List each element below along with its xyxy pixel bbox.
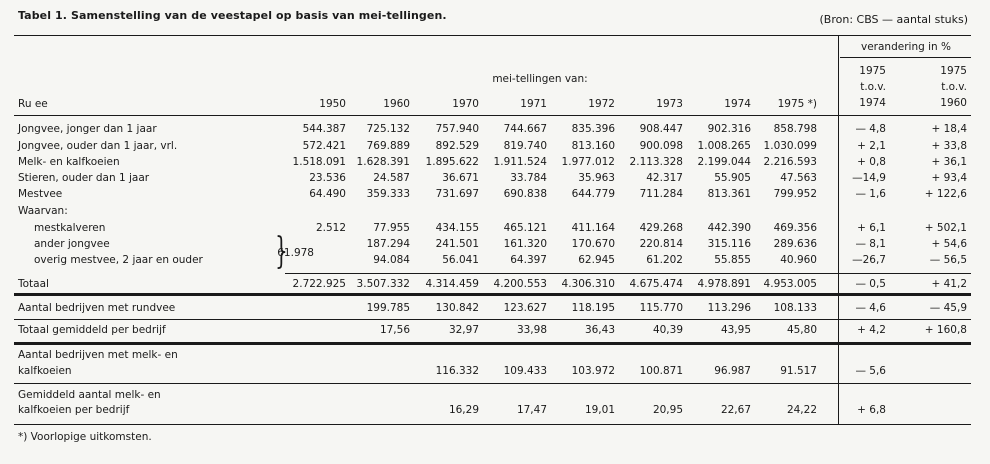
value-cell: 315.116 xyxy=(707,238,751,250)
value-cell: 118.195 xyxy=(571,302,615,314)
value-cell: 769.889 xyxy=(366,140,410,152)
change-1974-cell: — 0,5 xyxy=(855,278,886,290)
value-cell: 1.977.012 xyxy=(561,156,615,168)
change-1960-cell: + 33,8 xyxy=(931,140,967,152)
table-title: Tabel 1. Samenstelling van de veestapel op basis van mei-tellingen. xyxy=(18,9,447,22)
value-cell: 22,67 xyxy=(720,404,751,416)
change2-line2: t.o.v. xyxy=(941,81,967,93)
melk-rule xyxy=(14,383,971,384)
change-1974-cell: —14,9 xyxy=(852,172,886,184)
value-cell: 77.955 xyxy=(373,222,410,234)
value-cell: 62.945 xyxy=(578,254,615,266)
source-note: (Bron: CBS — aantal stuks) xyxy=(819,13,968,26)
change-rule xyxy=(840,57,971,58)
value-cell: 411.164 xyxy=(571,222,615,234)
value-cell: 103.972 xyxy=(571,365,615,377)
value-cell: 36,43 xyxy=(584,324,615,336)
value-cell: 47.563 xyxy=(780,172,817,184)
value-cell: 16,29 xyxy=(448,404,479,416)
row-label: Totaal xyxy=(18,278,49,290)
value-cell: 289.636 xyxy=(773,238,817,250)
value-cell: 33.784 xyxy=(510,172,547,184)
year-header: 1973 xyxy=(656,98,683,110)
value-cell: 100.871 xyxy=(639,365,683,377)
value-cell: 2.199.044 xyxy=(697,156,751,168)
value-cell: 220.814 xyxy=(639,238,683,250)
value-cell: 55.905 xyxy=(714,172,751,184)
value-cell: 1.518.091 xyxy=(292,156,346,168)
row-label: Stieren, ouder dan 1 jaar xyxy=(18,172,150,184)
value-cell: 799.952 xyxy=(773,188,817,200)
year-header: 1950 xyxy=(319,98,346,110)
value-cell: 900.098 xyxy=(639,140,683,152)
change-divider xyxy=(838,36,839,424)
change2-line3: 1960 xyxy=(940,97,967,109)
value-cell: 55.855 xyxy=(714,254,751,266)
value-cell: 130.842 xyxy=(435,302,479,314)
change-1960-cell: + 18,4 xyxy=(931,123,967,135)
row-label: kalfkoeien per bedrijf xyxy=(18,404,130,416)
value-cell: 835.396 xyxy=(571,123,615,135)
change-1960-cell: + 54,6 xyxy=(931,238,967,250)
change-1960-cell: + 122,6 xyxy=(924,188,967,200)
change-1960-cell: + 502,1 xyxy=(924,222,967,234)
change2-line1: 1975 xyxy=(940,65,967,77)
change-1974-cell: + 6,8 xyxy=(857,404,886,416)
change-1960-cell: + 93,4 xyxy=(931,172,967,184)
value-cell: 116.332 xyxy=(435,365,479,377)
bottom-rule xyxy=(14,424,971,425)
row-label: ander jongvee xyxy=(34,238,110,250)
value-cell: 442.390 xyxy=(707,222,751,234)
change-1974-cell: — 8,1 xyxy=(855,238,886,250)
row-label-header: Ru ee xyxy=(18,98,48,110)
value-cell: 36.671 xyxy=(442,172,479,184)
value-cell: 690.838 xyxy=(503,188,547,200)
value-cell: 24.587 xyxy=(373,172,410,184)
value-cell: 908.447 xyxy=(639,123,683,135)
row-label: Waarvan: xyxy=(18,205,68,217)
value-cell: 24,22 xyxy=(786,404,817,416)
value-cell: 744.667 xyxy=(503,123,547,135)
change-1974-cell: — 5,6 xyxy=(855,365,886,377)
value-cell: 858.798 xyxy=(773,123,817,135)
value-cell: 4.953.005 xyxy=(763,278,817,290)
value-cell: 64.397 xyxy=(510,254,547,266)
change-1974-cell: + 6,1 xyxy=(857,222,886,234)
row-label: kalfkoeien xyxy=(18,365,72,377)
bedrijven-rule xyxy=(14,319,971,320)
value-cell: 813.361 xyxy=(707,188,751,200)
value-cell: 731.697 xyxy=(435,188,479,200)
gemiddeld-rule xyxy=(14,342,971,345)
value-cell: 4.675.474 xyxy=(629,278,683,290)
group-label: mei-tellingen van: xyxy=(492,73,588,85)
value-cell: 109.433 xyxy=(503,365,547,377)
row-label: Jongvee, jonger dan 1 jaar xyxy=(18,123,157,135)
value-cell: 43,95 xyxy=(720,324,751,336)
change1-line1: 1975 xyxy=(859,65,886,77)
value-cell: 711.284 xyxy=(639,188,683,200)
value-cell: 64.490 xyxy=(309,188,346,200)
value-cell: 4.978.891 xyxy=(697,278,751,290)
change-1974-cell: + 0,8 xyxy=(857,156,886,168)
row-label: Gemiddeld aantal melk- en xyxy=(18,389,161,401)
value-cell: 469.356 xyxy=(773,222,817,234)
change-1960-cell: + 160,8 xyxy=(924,324,967,336)
value-cell: 572.421 xyxy=(302,140,346,152)
top-rule xyxy=(14,35,971,36)
value-cell: 91.517 xyxy=(780,365,817,377)
value-cell: 4.200.553 xyxy=(493,278,547,290)
change-1960-cell: — 56,5 xyxy=(929,254,967,266)
change-1974-cell: — 1,6 xyxy=(855,188,886,200)
value-cell: 187.294 xyxy=(366,238,410,250)
value-cell: 2.722.925 xyxy=(292,278,346,290)
change-label: verandering in % xyxy=(861,41,951,53)
change1-line2: t.o.v. xyxy=(860,81,886,93)
year-header: 1974 xyxy=(724,98,751,110)
row-label: Melk- en kalfkoeien xyxy=(18,156,120,168)
value-cell: 465.121 xyxy=(503,222,547,234)
value-cell: 3.507.332 xyxy=(356,278,410,290)
value-cell: 434.155 xyxy=(435,222,479,234)
value-cell: 644.779 xyxy=(571,188,615,200)
value-cell: 544.387 xyxy=(302,123,346,135)
value-cell: 241.501 xyxy=(435,238,479,250)
value-cell: 40.960 xyxy=(780,254,817,266)
row-label: mestkalveren xyxy=(34,222,106,234)
change-1974-cell: + 4,2 xyxy=(857,324,886,336)
value-cell: 20,95 xyxy=(652,404,683,416)
value-cell: 32,97 xyxy=(448,324,479,336)
value-cell: 108.133 xyxy=(773,302,817,314)
value-cell: 94.084 xyxy=(373,254,410,266)
row-label: Mestvee xyxy=(18,188,63,200)
value-cell: 1.008.265 xyxy=(697,140,751,152)
value-cell: 757.940 xyxy=(435,123,479,135)
value-cell: 819.740 xyxy=(503,140,547,152)
change-1974-cell: — 4,8 xyxy=(855,123,886,135)
value-cell: 17,47 xyxy=(516,404,547,416)
change-1974-cell: — 4,6 xyxy=(855,302,886,314)
value-cell: 96.987 xyxy=(714,365,751,377)
value-cell: 61.202 xyxy=(646,254,683,266)
group-brace: } xyxy=(275,231,288,272)
value-cell: 40,39 xyxy=(652,324,683,336)
value-cell: 1.628.391 xyxy=(356,156,410,168)
change1-line3: 1974 xyxy=(859,97,886,109)
footnote: *) Voorlopige uitkomsten. xyxy=(18,431,152,443)
value-cell: 45,80 xyxy=(786,324,817,336)
value-cell: 23.536 xyxy=(309,172,346,184)
value-cell: 429.268 xyxy=(639,222,683,234)
value-cell: 725.132 xyxy=(366,123,410,135)
change-1974-cell: —26,7 xyxy=(852,254,886,266)
value-cell: 902.316 xyxy=(707,123,751,135)
row-label: Aantal bedrijven met melk- en xyxy=(18,349,178,361)
row-label: overig mestvee, 2 jaar en ouder xyxy=(34,254,203,266)
value-cell: 2.512 xyxy=(315,222,346,234)
value-cell: 170.670 xyxy=(571,238,615,250)
value-cell: 161.320 xyxy=(503,238,547,250)
row-label: Aantal bedrijven met rundvee xyxy=(18,302,176,314)
value-cell: 115.770 xyxy=(639,302,683,314)
value-cell: 1.911.524 xyxy=(493,156,547,168)
value-cell: 892.529 xyxy=(435,140,479,152)
value-cell: 199.785 xyxy=(366,302,410,314)
value-cell: 42.317 xyxy=(646,172,683,184)
year-header: 1975 *) xyxy=(777,98,817,110)
year-header: 1960 xyxy=(383,98,410,110)
value-cell: 4.314.459 xyxy=(425,278,479,290)
value-cell: 1.895.622 xyxy=(425,156,479,168)
value-cell: 123.627 xyxy=(503,302,547,314)
value-cell: 17,56 xyxy=(379,324,410,336)
subtotal-rule xyxy=(285,273,971,274)
year-header: 1972 xyxy=(588,98,615,110)
totaal-rule xyxy=(14,293,971,296)
value-cell: 35.963 xyxy=(578,172,615,184)
value-cell: 4.306.310 xyxy=(561,278,615,290)
year-header: 1970 xyxy=(452,98,479,110)
value-cell: 19,01 xyxy=(584,404,615,416)
year-header: 1971 xyxy=(520,98,547,110)
value-cell: 359.333 xyxy=(366,188,410,200)
value-cell: 2.216.593 xyxy=(763,156,817,168)
row-label: Totaal gemiddeld per bedrijf xyxy=(18,324,166,336)
value-cell: 56.041 xyxy=(442,254,479,266)
change-1960-cell: + 41,2 xyxy=(931,278,967,290)
change-1974-cell: + 2,1 xyxy=(857,140,886,152)
value-cell: 33,98 xyxy=(516,324,547,336)
value-cell: 813.160 xyxy=(571,140,615,152)
header-rule xyxy=(14,115,971,116)
merged-1950-value: 61.978 xyxy=(277,247,314,259)
change-1960-cell: + 36,1 xyxy=(931,156,967,168)
value-cell: 1.030.099 xyxy=(763,140,817,152)
change-1960-cell: — 45,9 xyxy=(929,302,967,314)
row-label: Jongvee, ouder dan 1 jaar, vrl. xyxy=(18,140,178,152)
value-cell: 113.296 xyxy=(707,302,751,314)
value-cell: 2.113.328 xyxy=(629,156,683,168)
